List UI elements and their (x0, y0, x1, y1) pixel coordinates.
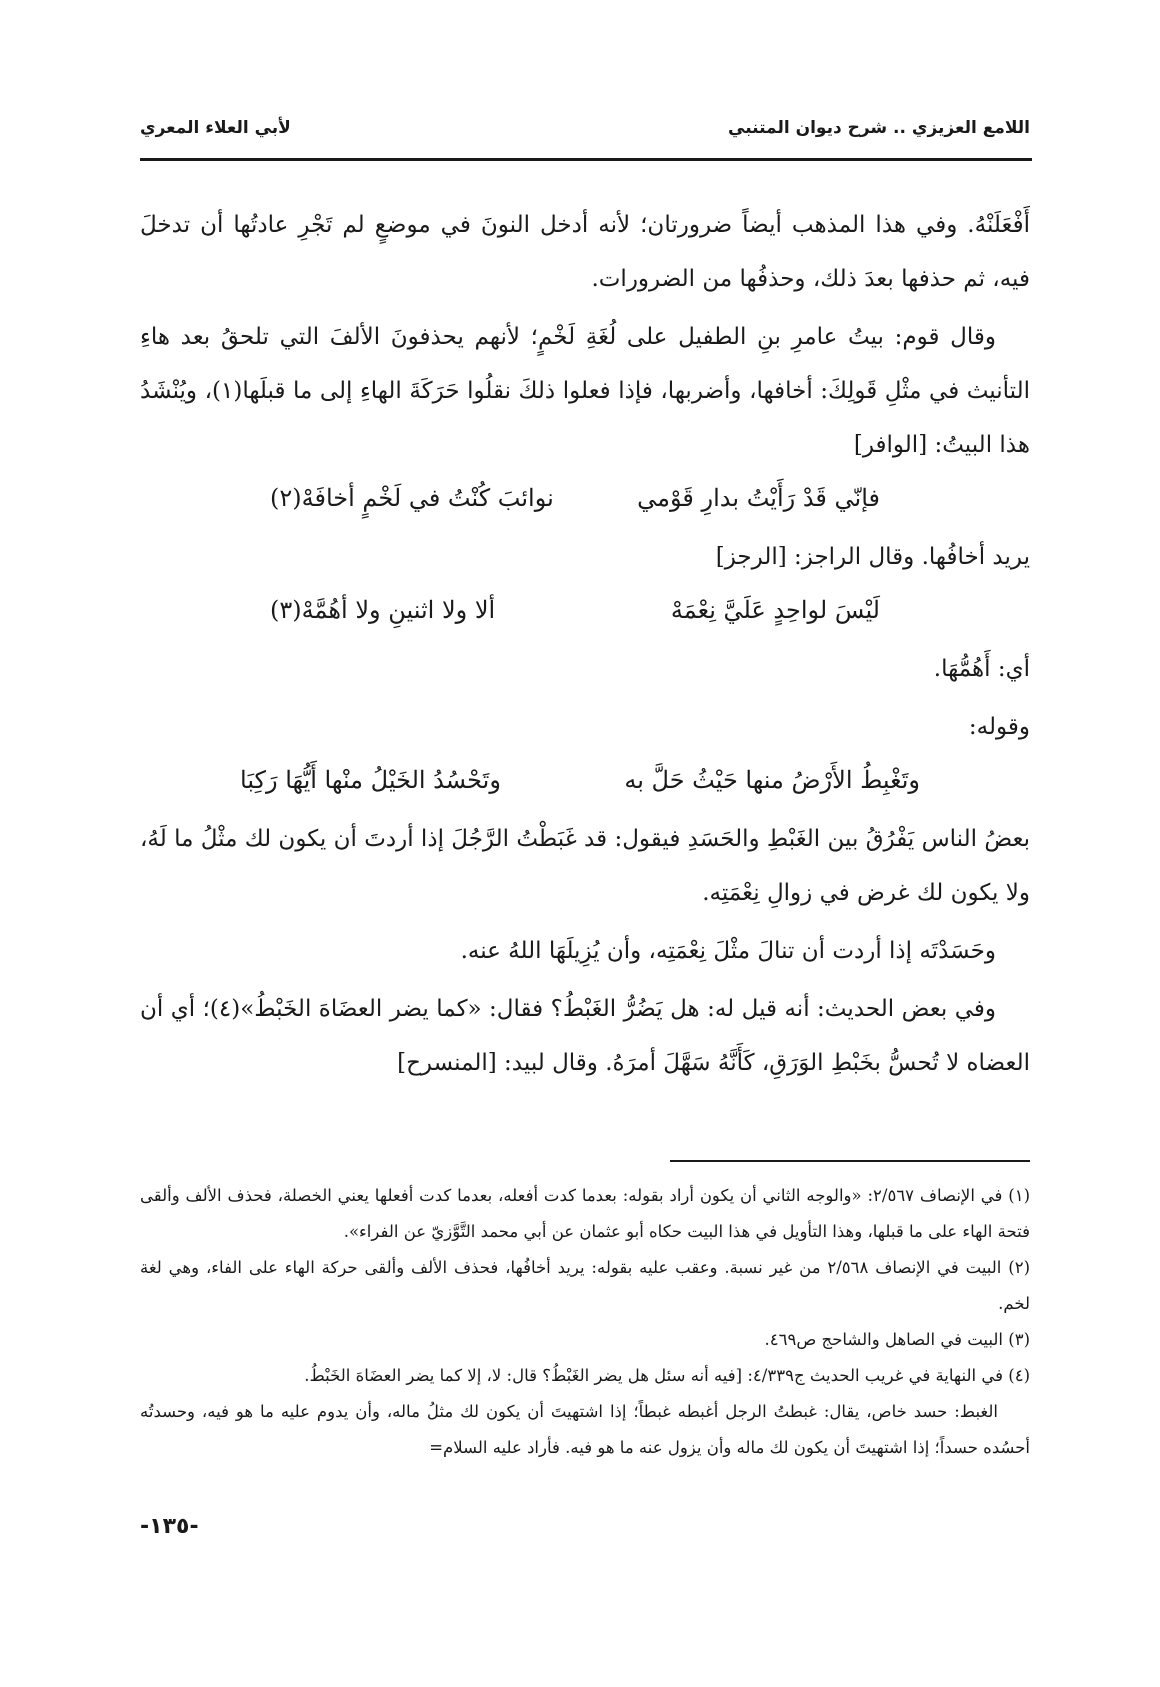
footnote-divider (670, 1160, 1030, 1162)
verse-line (140, 472, 1030, 530)
paragraph: وقال قوم: بيتُ عامرِ بنِ الطفيل على لُغَةِ لَخْمٍ؛ لأنهم يحذفونَ الألفَ التي تلحقُ بعد هاءِ التأنيث في مثْلِ قَولِكَ: أخافها، وأضربها، فإذا فعلوا ذلكَ نقلُوا حَرَكَةَ الهاءِ إلى ما قبلَها(١)، ويُنْشَدُ هذا البيتُ: [الوافر] (140, 324, 1030, 458)
verse-first-hemistich: وتَغْبِطُ الأَرْضُ منها حَيْثُ حَلَّ به (624, 766, 920, 794)
footnote: (٤) في النهاية في غريب الحديث ج٤/٣٣٩: [فيه أنه سئل هل يضر الغَبْطُ؟ قال: لا، إلا كما يضر العضَاهَ الخَبْطُ. (304, 1366, 1030, 1385)
header-divider (140, 158, 1032, 161)
verse-second-hemistich: ألا ولا اثنينِ ولا أهُمَّهْ(٣) (270, 596, 496, 624)
verse-second-hemistich: نوائبَ كُنْتُ في لَخْمٍ أخافَهْ(٢) (270, 484, 554, 512)
verse-second-hemistich: وتَحْسُدُ الخَيْلُ منْها أَيُّهَا رَكِبَا (240, 766, 501, 794)
footnote: (٢) البيت في الإنصاف ٢/٥٦٨ من غير نسبة. وعقب عليه بقوله: يريد أخافُها، فحذف الألف وألقى حركة الهاء على الفاء، وهي لغة لخم. (140, 1258, 1030, 1313)
paragraph: وحَسَدْتَه إذا أردت أن تنالَ مثْلَ نِعْمَتِه، وأن يُزِيلَهَا اللهُ عنه. (460, 938, 996, 964)
header-book-title: اللامع العزيزي .. شرح ديوان المتنبي (728, 118, 1030, 138)
footnote: (١) في الإنصاف ٢/٥٦٧: «والوجه الثاني أن يكون أراد بقوله: بعدما كدت أفعله، بعدما كدت أفعلها يعني الخصلة، فحذف الألف وألقى فتحة الهاء على ما قبلها، وهذا التأويل في هذا البيت حكاه أبو عثمان عن أبي محمد التَّوَّزيّ عن الفراء». (140, 1186, 1031, 1241)
page-number: -١٣٥- (140, 1514, 199, 1539)
footnotes (140, 1178, 1030, 1466)
verse-first-hemistich: لَيْسَ لواحِدٍ عَلَيَّ نِعْمَهْ (670, 596, 880, 624)
footnote: (٣) البيت في الصاهل والشاحج ص٤٦٩. (764, 1330, 1030, 1349)
paragraph: وفي بعض الحديث: أنه قيل له: هل يَضُرُّ الغَبْطُ؟ فقال: «كما يضر العضَاهَ الخَبْطُ»(٤)؛ أي أن العضاه لا تُحسُّ بخَبْطِ الوَرَقِ، كَأَنَّهُ سَهَّلَ أمرَهُ. وقال لبيد: [المنسرح] (140, 996, 1030, 1076)
paragraph: وقوله: (968, 714, 1030, 740)
header-author: لأبي العلاء المعري (140, 118, 291, 138)
paragraph: يريد أخافُها. وقال الراجز: [الرجز] (715, 544, 1030, 570)
verse-line (140, 754, 1030, 812)
paragraph: أَفْعَلَنْهُ. وفي هذا المذهب أيضاً ضرورتان؛ لأنه أدخل النونَ في موضعٍ لم تَجْرِ عادتُها أن تدخلَ فيه، ثم حذفها بعدَ ذلك، وحذفُها من الضرورات. (140, 212, 1030, 292)
verse-line (140, 584, 1030, 642)
paragraph: أي: أَهُمُّهَا. (933, 656, 1030, 682)
running-header (140, 108, 1030, 148)
footnote-continuation: الغبط: حسد خاص، يقال: غبطتُ الرجل أغبطه غبطاً؛ إذا اشتهيتَ أن يكون لك مثلُ ماله، وأن يدوم عليه ما هو فيه، وحسدتُه أحسُده حسداً؛ إذا اشتهيتَ أن يكون لك ماله وأن يزول عنه ما هو فيه. فأراد عليه السلام= (140, 1402, 1030, 1457)
verse-first-hemistich: فإنّي قَدْ رَأَيْتُ بدارِ قَوْمي (637, 484, 880, 512)
paragraph: بعضُ الناس يَفْرُقُ بين الغَبْطِ والحَسَدِ فيقول: قد غَبَطْتُ الرَّجُلَ إذا أردتَ أن يكون لك مثْلُ ما لَهُ، ولا يكون لك غرض في زوالِ نِعْمَتِه. (140, 826, 1030, 906)
main-text (140, 198, 1030, 1090)
